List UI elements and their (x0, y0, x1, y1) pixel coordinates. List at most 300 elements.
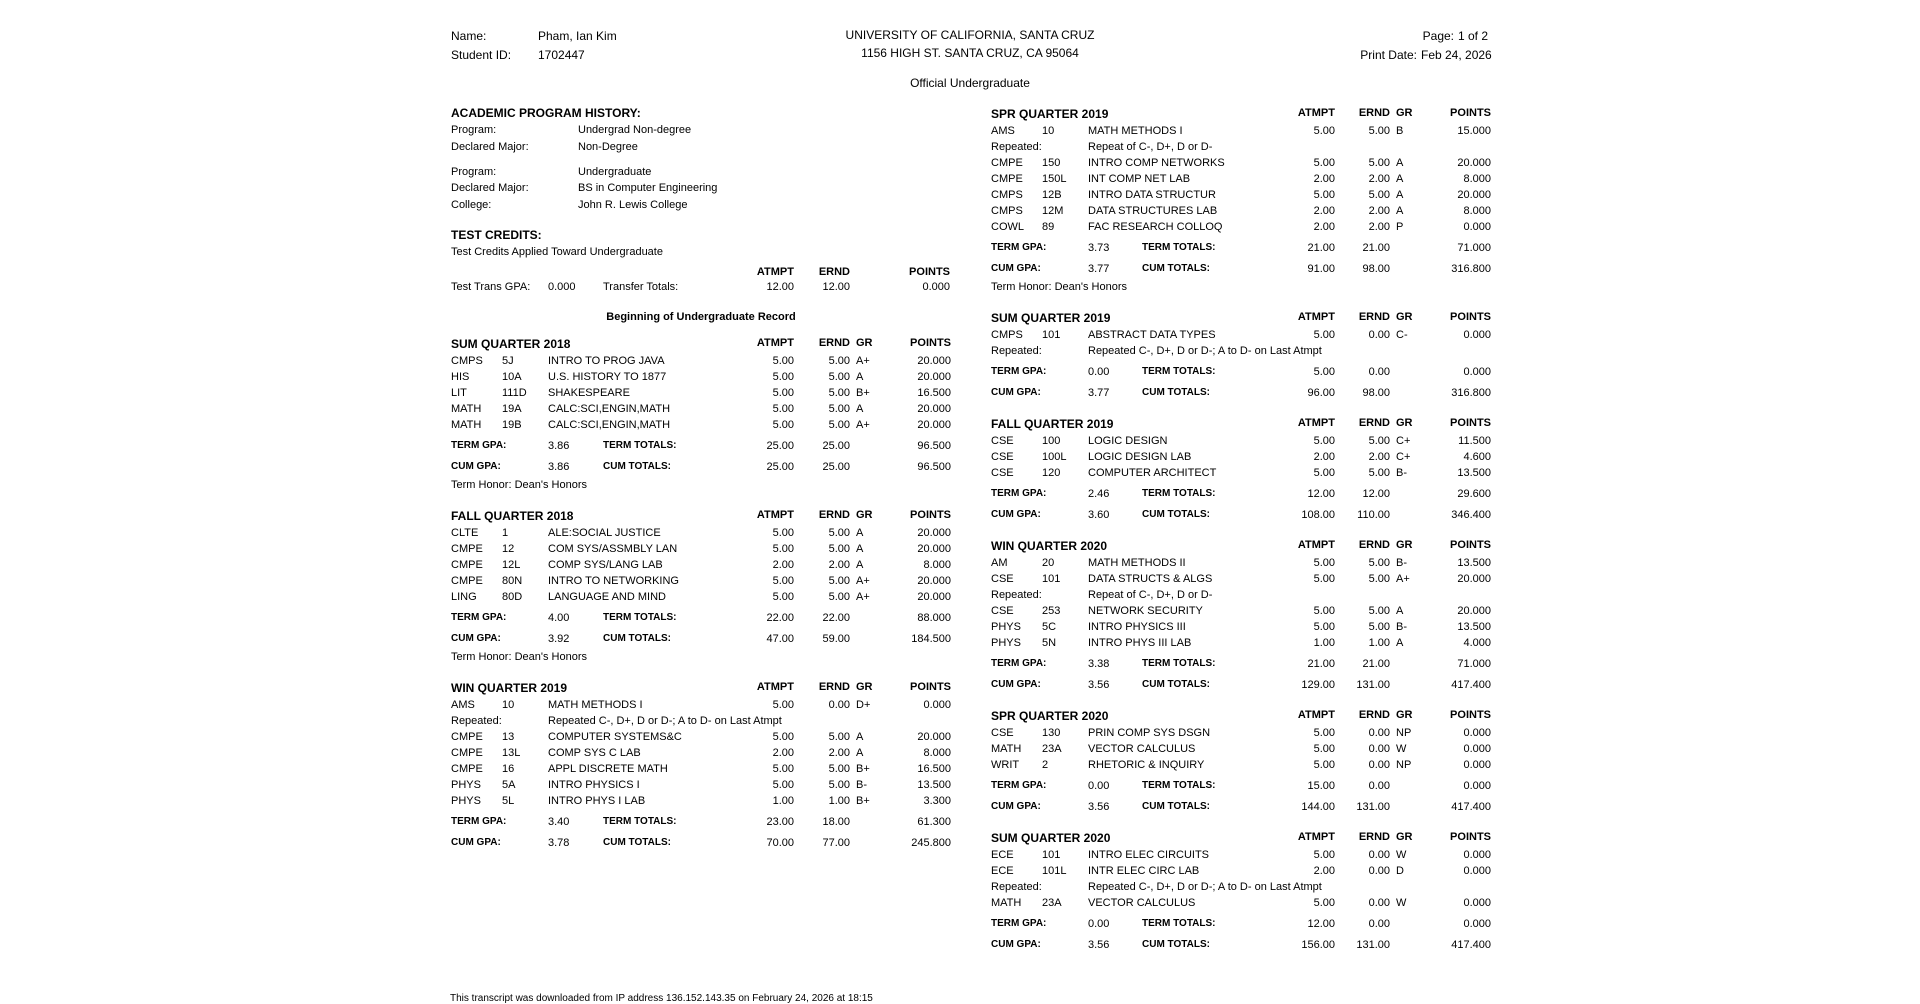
course-subject: WRIT (991, 759, 1020, 771)
course-subject: CMPE (451, 575, 483, 587)
cum-gpa-value: 3.56 (1088, 801, 1110, 813)
course-points: 13.500 (917, 779, 951, 791)
download-footer: This transcript was downloaded from IP address 136.152.143.35 on February 24, 2026 at 18:15 (450, 993, 873, 1004)
cum-points: 346.400 (1451, 509, 1491, 521)
course-number: 5C (1042, 621, 1057, 633)
term-attempt: 21.00 (1307, 242, 1335, 254)
col-header-atmpt: ATMPT (1297, 107, 1335, 119)
course-attempt: 5.00 (1313, 189, 1335, 201)
course-earned: 1.00 (1368, 637, 1390, 649)
course-grade: D+ (856, 699, 871, 711)
course-attempt: 5.00 (1313, 573, 1335, 585)
program-row-value: Undergraduate (578, 166, 652, 178)
course-title: INTRO PHYS III LAB (1088, 637, 1192, 649)
term-title: WIN QUARTER 2020 (991, 539, 1108, 553)
course-points: 0.000 (1463, 865, 1491, 877)
course-number: 5J (502, 355, 514, 367)
test-col-earned: ERND (818, 266, 850, 278)
term-gpa-value: 3.86 (548, 440, 570, 452)
course-attempt: 5.00 (772, 403, 794, 415)
print-date-label: Print Date: (1360, 48, 1417, 62)
course-points: 8.000 (923, 559, 951, 571)
term-earned: 21.00 (1362, 242, 1390, 254)
course-points: 20.000 (917, 543, 951, 555)
course-earned: 5.00 (1368, 557, 1390, 569)
course-grade: A (856, 527, 864, 539)
course-earned: 5.00 (828, 591, 850, 603)
course-points: 20.000 (1457, 573, 1491, 585)
col-header-ernd: ERND (818, 681, 850, 693)
course-points: 0.000 (1463, 849, 1491, 861)
course-earned: 5.00 (1368, 467, 1390, 479)
term-honor: Term Honor: Dean's Honors (451, 651, 587, 663)
course-attempt: 5.00 (772, 731, 794, 743)
term-totals-label: TERM TOTALS: (1142, 918, 1216, 929)
course-subject: LIT (451, 387, 467, 399)
term-earned: 18.00 (822, 816, 850, 828)
course-attempt: 2.00 (1313, 451, 1335, 463)
course-grade: NP (1396, 759, 1412, 771)
term-totals-label: TERM TOTALS: (603, 816, 677, 827)
term-gpa-label: TERM GPA: (451, 816, 507, 827)
course-earned: 0.00 (1368, 865, 1390, 877)
course-number: 1 (502, 527, 509, 539)
program-row-value: John R. Lewis College (578, 199, 688, 211)
student-name: Pham, Ian Kim (538, 29, 617, 43)
term-points: 0.000 (1463, 780, 1491, 792)
course-attempt: 5.00 (772, 419, 794, 431)
repeated-label: Repeated: (991, 589, 1042, 601)
course-grade: P (1396, 221, 1404, 233)
course-attempt: 5.00 (772, 527, 794, 539)
course-attempt: 1.00 (1313, 637, 1335, 649)
course-earned: 0.00 (1368, 849, 1390, 861)
repeated-note: Repeated C-, D+, D or D-; A to D- on Last Atmpt (1088, 881, 1322, 893)
course-number: 13L (502, 747, 521, 759)
term-points: 71.000 (1457, 658, 1491, 670)
course-points: 20.000 (917, 419, 951, 431)
term-title: SUM QUARTER 2019 (991, 311, 1111, 325)
col-header-gr: GR (1396, 107, 1413, 119)
course-earned: 0.00 (828, 699, 850, 711)
course-attempt: 5.00 (1313, 743, 1335, 755)
cum-points: 184.500 (911, 633, 951, 645)
course-attempt: 5.00 (1313, 727, 1335, 739)
course-title: INTRO COMP NETWORKS (1088, 157, 1225, 169)
course-subject: CMPE (991, 173, 1023, 185)
course-grade: A (1396, 173, 1404, 185)
test-gpa-label: Test Trans GPA: (451, 281, 531, 293)
col-header-ernd: ERND (818, 509, 850, 521)
cum-totals-label: CUM TOTALS: (1142, 679, 1210, 690)
test-credits-subtitle: Test Credits Applied Toward Undergraduate (451, 246, 663, 258)
cum-earned: 25.00 (822, 461, 850, 473)
course-subject: CMPS (991, 329, 1023, 341)
course-title: U.S. HISTORY TO 1877 (548, 371, 667, 383)
course-points: 0.000 (1463, 329, 1491, 341)
course-title: INTRO DATA STRUCTUR (1088, 189, 1216, 201)
cum-attempt: 47.00 (766, 633, 794, 645)
term-title: WIN QUARTER 2019 (451, 681, 568, 695)
term-earned: 0.00 (1368, 366, 1390, 378)
term-title: SPR QUARTER 2019 (991, 107, 1109, 121)
term-points: 0.000 (1463, 918, 1491, 930)
course-grade: A+ (856, 355, 870, 367)
cum-points: 417.400 (1451, 939, 1491, 951)
term-gpa-label: TERM GPA: (991, 488, 1047, 499)
col-header-gr: GR (856, 681, 873, 693)
cum-earned: 98.00 (1362, 387, 1390, 399)
repeated-label: Repeated: (991, 881, 1042, 893)
term-gpa-label: TERM GPA: (991, 780, 1047, 791)
col-header-atmpt: ATMPT (756, 509, 794, 521)
course-points: 15.000 (1457, 125, 1491, 137)
cum-attempt: 25.00 (766, 461, 794, 473)
cum-gpa-label: CUM GPA: (991, 509, 1041, 520)
course-title: CALC:SCI,ENGIN,MATH (548, 403, 671, 415)
course-number: 89 (1042, 221, 1055, 233)
course-title: LOGIC DESIGN LAB (1088, 451, 1192, 463)
course-attempt: 5.00 (1313, 897, 1335, 909)
term-attempt: 5.00 (1313, 366, 1335, 378)
course-attempt: 5.00 (772, 355, 794, 367)
program-row-value: Undergrad Non-degree (578, 124, 692, 136)
course-number: 12L (502, 559, 521, 571)
course-grade: B (1396, 125, 1404, 137)
course-subject: PHYS (991, 637, 1021, 649)
course-grade: A (1396, 157, 1404, 169)
term-points: 0.000 (1463, 366, 1491, 378)
col-header-ernd: ERND (818, 337, 850, 349)
document-type: Official Undergraduate (910, 76, 1030, 90)
term-gpa-label: TERM GPA: (991, 658, 1047, 669)
course-number: 13 (502, 731, 515, 743)
col-header-points: POINTS (1450, 417, 1491, 429)
term-gpa-label: TERM GPA: (451, 440, 507, 451)
course-points: 4.000 (1463, 637, 1491, 649)
course-earned: 0.00 (1368, 759, 1390, 771)
course-attempt: 5.00 (1313, 557, 1335, 569)
cum-earned: 77.00 (822, 837, 850, 849)
col-header-gr: GR (1396, 709, 1413, 721)
col-header-points: POINTS (1450, 709, 1491, 721)
course-title: COM SYS/ASSMBLY LAN (548, 543, 678, 555)
course-points: 8.000 (1463, 173, 1491, 185)
term-gpa-label: TERM GPA: (451, 612, 507, 623)
course-number: 5N (1042, 637, 1057, 649)
course-attempt: 2.00 (1313, 221, 1335, 233)
term-attempt: 12.00 (1307, 488, 1335, 500)
course-grade: A (1396, 637, 1404, 649)
course-subject: ECE (991, 849, 1014, 861)
course-grade: A (856, 747, 864, 759)
cum-gpa-value: 3.86 (548, 461, 570, 473)
col-header-gr: GR (1396, 831, 1413, 843)
course-grade: B+ (856, 763, 870, 775)
university-name: UNIVERSITY OF CALIFORNIA, SANTA CRUZ (845, 28, 1095, 42)
course-title: ABSTRACT DATA TYPES (1088, 329, 1216, 341)
col-header-ernd: ERND (1358, 417, 1390, 429)
course-title: MATH METHODS I (548, 699, 643, 711)
course-number: 2 (1042, 759, 1049, 771)
course-attempt: 2.00 (1313, 205, 1335, 217)
term-gpa-value: 3.40 (548, 816, 570, 828)
repeated-label: Repeated: (991, 141, 1042, 153)
cum-earned: 59.00 (822, 633, 850, 645)
course-number: 101 (1042, 329, 1061, 341)
course-subject: CMPE (451, 543, 483, 555)
course-number: 150L (1042, 173, 1067, 185)
course-number: 10 (1042, 125, 1055, 137)
course-earned: 0.00 (1368, 727, 1390, 739)
course-subject: CMPE (991, 157, 1023, 169)
course-title: COMP SYS C LAB (548, 747, 641, 759)
course-points: 0.000 (1463, 759, 1491, 771)
term-gpa-value: 0.00 (1088, 780, 1110, 792)
program-row-label: College: (451, 199, 492, 211)
course-attempt: 2.00 (772, 747, 794, 759)
cum-points: 417.400 (1451, 801, 1491, 813)
course-points: 20.000 (1457, 189, 1491, 201)
course-grade: A+ (856, 591, 870, 603)
course-earned: 5.00 (1368, 605, 1390, 617)
cum-totals-label: CUM TOTALS: (1142, 939, 1210, 950)
col-header-points: POINTS (910, 337, 951, 349)
term-earned: 25.00 (822, 440, 850, 452)
course-grade: D (1396, 865, 1404, 877)
course-subject: MATH (451, 419, 482, 431)
transfer-totals-label: Transfer Totals: (603, 281, 679, 293)
course-attempt: 1.00 (772, 795, 794, 807)
term-totals-label: TERM TOTALS: (1142, 780, 1216, 791)
col-header-gr: GR (1396, 539, 1413, 551)
course-earned: 5.00 (828, 403, 850, 415)
course-subject: HIS (451, 371, 470, 383)
course-earned: 1.00 (828, 795, 850, 807)
course-attempt: 2.00 (1313, 865, 1335, 877)
term-points: 61.300 (917, 816, 951, 828)
course-subject: MATH (451, 403, 482, 415)
col-header-points: POINTS (910, 509, 951, 521)
cum-attempt: 91.00 (1307, 263, 1335, 275)
course-subject: AMS (991, 125, 1015, 137)
course-title: ALE:SOCIAL JUSTICE (548, 527, 661, 539)
course-grade: C- (1396, 329, 1408, 341)
course-subject: PHYS (451, 779, 481, 791)
term-gpa-value: 2.46 (1088, 488, 1110, 500)
course-grade: A (856, 371, 864, 383)
course-grade: W (1396, 743, 1407, 755)
course-points: 13.500 (1457, 467, 1491, 479)
repeated-label: Repeated: (991, 345, 1042, 357)
course-title: RHETORIC & INQUIRY (1088, 759, 1205, 771)
course-number: 101 (1042, 849, 1061, 861)
course-title: APPL DISCRETE MATH (548, 763, 668, 775)
term-attempt: 21.00 (1307, 658, 1335, 670)
course-attempt: 5.00 (1313, 605, 1335, 617)
course-number: 253 (1042, 605, 1061, 617)
repeated-note: Repeat of C-, D+, D or D- (1088, 589, 1213, 601)
term-attempt: 25.00 (766, 440, 794, 452)
course-points: 0.000 (1463, 743, 1491, 755)
course-attempt: 5.00 (1313, 467, 1335, 479)
program-row-label: Declared Major: (451, 141, 529, 153)
course-points: 8.000 (1463, 205, 1491, 217)
course-title: COMPUTER ARCHITECT (1088, 467, 1217, 479)
cum-attempt: 108.00 (1301, 509, 1335, 521)
term-gpa-value: 0.00 (1088, 366, 1110, 378)
course-grade: B- (856, 779, 867, 791)
course-subject: CMPS (451, 355, 483, 367)
course-title: MATH METHODS I (1088, 125, 1183, 137)
cum-gpa-label: CUM GPA: (991, 387, 1041, 398)
name-label: Name: (451, 29, 487, 43)
course-grade: A+ (1396, 573, 1410, 585)
cum-totals-label: CUM TOTALS: (603, 633, 671, 644)
cum-earned: 131.00 (1356, 679, 1390, 691)
col-header-atmpt: ATMPT (1297, 417, 1335, 429)
course-grade: A (1396, 605, 1404, 617)
course-number: 10A (502, 371, 522, 383)
course-points: 0.000 (1463, 221, 1491, 233)
col-header-atmpt: ATMPT (756, 681, 794, 693)
course-subject: AMS (451, 699, 475, 711)
course-title: INTRO PHYS I LAB (548, 795, 646, 807)
course-grade: W (1396, 897, 1407, 909)
course-number: 101L (1042, 865, 1067, 877)
col-header-gr: GR (856, 337, 873, 349)
term-gpa-value: 3.38 (1088, 658, 1110, 670)
student-id: 1702447 (538, 48, 585, 62)
course-grade: C+ (1396, 451, 1411, 463)
course-points: 0.000 (923, 699, 951, 711)
course-points: 16.500 (917, 387, 951, 399)
course-subject: CMPS (991, 189, 1023, 201)
course-number: 12B (1042, 189, 1062, 201)
course-subject: CSE (991, 727, 1014, 739)
course-earned: 5.00 (828, 527, 850, 539)
cum-earned: 131.00 (1356, 939, 1390, 951)
course-grade: A (856, 543, 864, 555)
university-address: 1156 HIGH ST. SANTA CRUZ, CA 95064 (861, 46, 1079, 60)
col-header-ernd: ERND (1358, 709, 1390, 721)
col-header-gr: GR (1396, 417, 1413, 429)
course-points: 20.000 (917, 355, 951, 367)
cum-attempt: 129.00 (1301, 679, 1335, 691)
program-row-value: Non-Degree (578, 141, 638, 153)
course-subject: CMPE (451, 559, 483, 571)
cum-earned: 98.00 (1362, 263, 1390, 275)
course-earned: 5.00 (1368, 435, 1390, 447)
course-number: 19A (502, 403, 522, 415)
cum-gpa-value: 3.92 (548, 633, 570, 645)
col-header-points: POINTS (1450, 107, 1491, 119)
cum-attempt: 70.00 (766, 837, 794, 849)
course-grade: A (1396, 189, 1404, 201)
course-title: INTRO PHYSICS I (548, 779, 640, 791)
course-grade: NP (1396, 727, 1412, 739)
term-gpa-value: 0.00 (1088, 918, 1110, 930)
program-row-value: BS in Computer Engineering (578, 182, 718, 194)
course-earned: 2.00 (1368, 173, 1390, 185)
course-attempt: 5.00 (1313, 329, 1335, 341)
col-header-gr: GR (856, 509, 873, 521)
col-header-atmpt: ATMPT (1297, 311, 1335, 323)
program-history-title: ACADEMIC PROGRAM HISTORY: (451, 106, 641, 120)
course-number: 16 (502, 763, 515, 775)
term-earned: 21.00 (1362, 658, 1390, 670)
course-number: 12M (1042, 205, 1064, 217)
course-number: 5L (502, 795, 515, 807)
test-col-points: POINTS (909, 266, 950, 278)
course-number: 23A (1042, 743, 1062, 755)
col-header-ernd: ERND (1358, 831, 1390, 843)
course-title: CALC:SCI,ENGIN,MATH (548, 419, 671, 431)
course-title: COMPUTER SYSTEMS&C (548, 731, 682, 743)
course-attempt: 5.00 (772, 763, 794, 775)
course-subject: MATH (991, 743, 1022, 755)
term-honor: Term Honor: Dean's Honors (451, 479, 587, 491)
course-title: NETWORK SECURITY (1088, 605, 1203, 617)
cum-gpa-label: CUM GPA: (451, 633, 501, 644)
cum-earned: 131.00 (1356, 801, 1390, 813)
cum-totals-label: CUM TOTALS: (603, 837, 671, 848)
col-header-points: POINTS (910, 681, 951, 693)
cum-totals-label: CUM TOTALS: (1142, 387, 1210, 398)
course-number: 19B (502, 419, 522, 431)
col-header-atmpt: ATMPT (756, 337, 794, 349)
course-number: 80N (502, 575, 523, 587)
cum-gpa-value: 3.56 (1088, 679, 1110, 691)
course-subject: CMPE (451, 763, 483, 775)
col-header-points: POINTS (1450, 831, 1491, 843)
course-grade: B+ (856, 387, 870, 399)
program-row-label: Declared Major: (451, 182, 529, 194)
course-earned: 5.00 (828, 575, 850, 587)
cum-gpa-value: 3.77 (1088, 387, 1110, 399)
course-number: 150 (1042, 157, 1061, 169)
test-credits-title: TEST CREDITS: (451, 228, 542, 242)
course-number: 100L (1042, 451, 1067, 463)
term-totals-label: TERM TOTALS: (1142, 658, 1216, 669)
cum-totals-label: CUM TOTALS: (1142, 263, 1210, 274)
term-title: SPR QUARTER 2020 (991, 709, 1109, 723)
term-attempt: 15.00 (1307, 780, 1335, 792)
course-subject: ECE (991, 865, 1014, 877)
term-earned: 0.00 (1368, 918, 1390, 930)
term-points: 88.000 (917, 612, 951, 624)
course-attempt: 5.00 (772, 591, 794, 603)
cum-gpa-label: CUM GPA: (451, 837, 501, 848)
course-title: INTRO PHYSICS III (1088, 621, 1186, 633)
course-subject: CMPE (451, 731, 483, 743)
course-points: 20.000 (917, 575, 951, 587)
cum-totals-label: CUM TOTALS: (603, 461, 671, 472)
course-grade: C+ (1396, 435, 1411, 447)
cum-attempt: 156.00 (1301, 939, 1335, 951)
repeated-label: Repeated: (451, 715, 502, 727)
term-totals-label: TERM TOTALS: (603, 612, 677, 623)
course-earned: 5.00 (828, 371, 850, 383)
term-gpa-label: TERM GPA: (991, 242, 1047, 253)
course-earned: 2.00 (828, 747, 850, 759)
course-subject: CMPE (451, 747, 483, 759)
col-header-ernd: ERND (1358, 539, 1390, 551)
course-points: 0.000 (1463, 897, 1491, 909)
course-points: 20.000 (917, 591, 951, 603)
course-points: 20.000 (917, 371, 951, 383)
course-number: 130 (1042, 727, 1061, 739)
